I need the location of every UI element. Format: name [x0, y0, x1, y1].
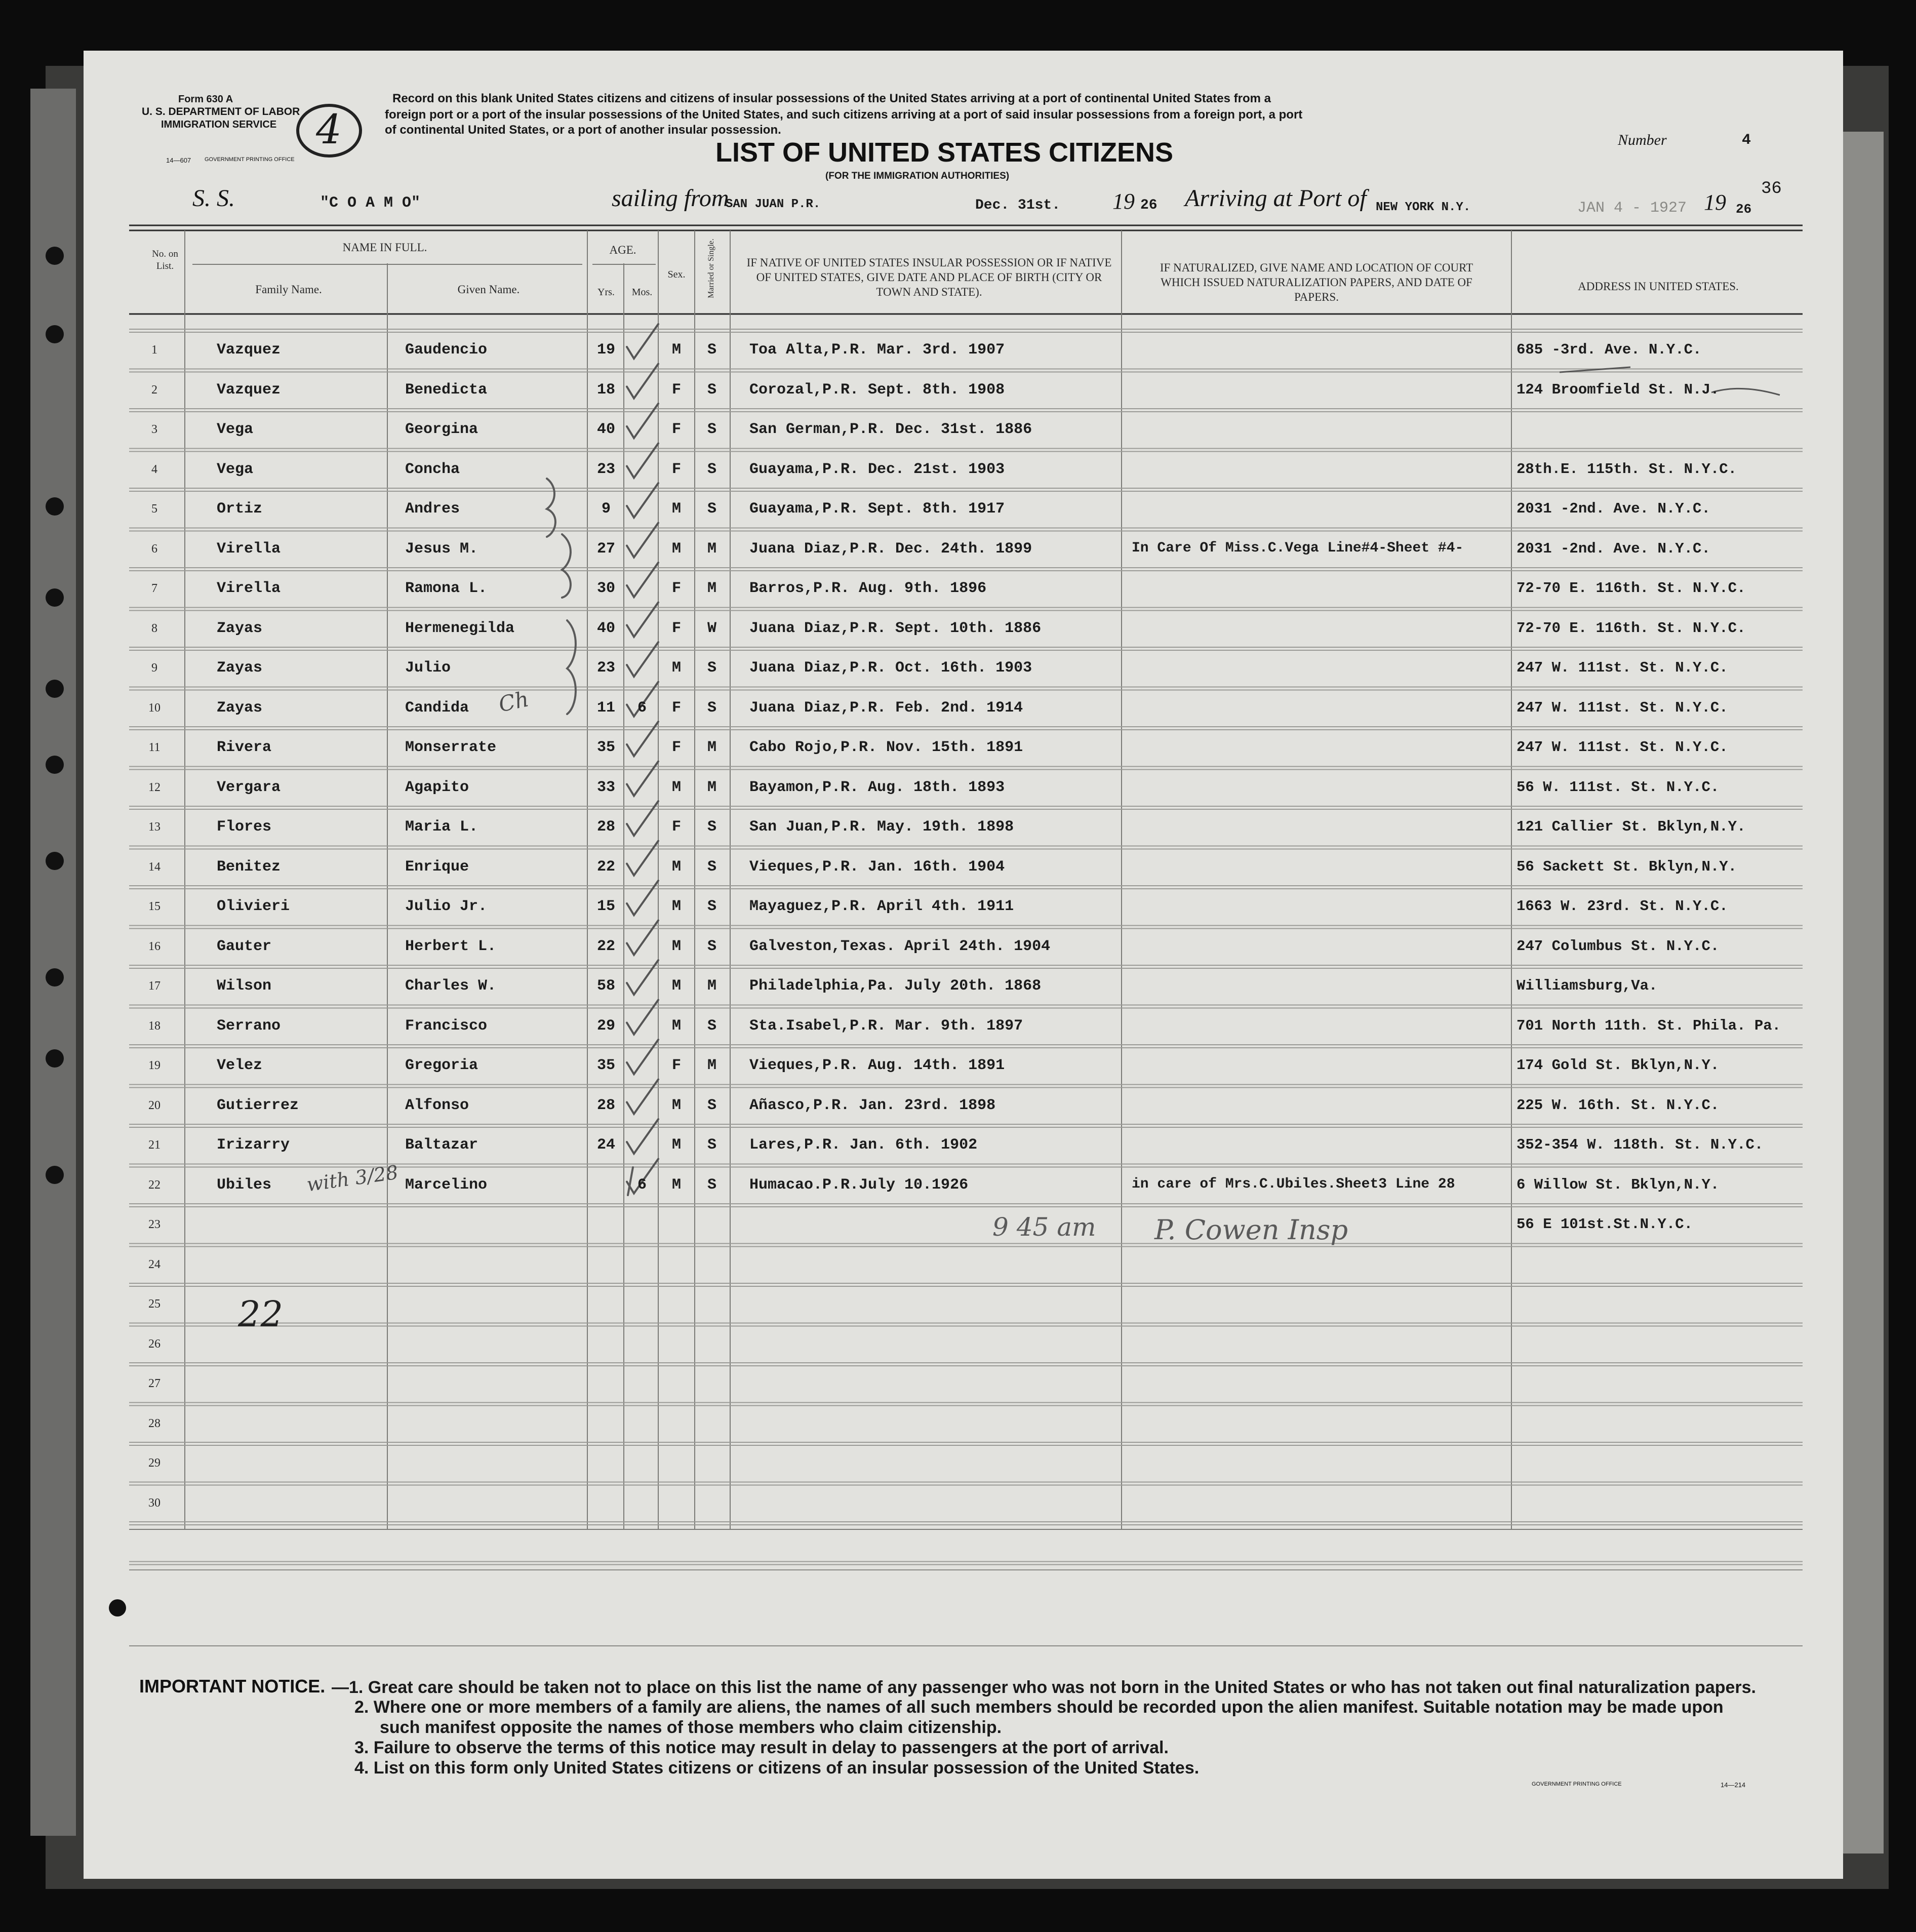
sailing-from: SAN JUAN P.R. — [726, 198, 821, 211]
sex-cell: F — [671, 580, 681, 597]
row-number: 23 — [148, 1218, 161, 1231]
birth-cell: Guayama,P.R. Dec. 21st. 1903 — [749, 460, 1005, 478]
birth-cell: San Juan,P.R. May. 19th. 1898 — [749, 818, 1014, 836]
address-cell: 174 Gold St. Bklyn,N.Y. — [1516, 1057, 1720, 1074]
row-number: 4 — [151, 462, 157, 476]
address-cell: 225 W. 16th. St. N.Y.C. — [1516, 1096, 1720, 1114]
address-cell: Williamsburg,Va. — [1516, 977, 1658, 994]
family-name-cell: Velez — [217, 1057, 263, 1074]
row-number: 21 — [148, 1138, 161, 1152]
birth-cell: Sta.Isabel,P.R. Mar. 9th. 1897 — [749, 1017, 1023, 1035]
row-number: 11 — [148, 741, 161, 754]
birth-cell: Toa Alta,P.R. Mar. 3rd. 1907 — [749, 341, 1005, 359]
naturalization-cell: In Care Of Miss.C.Vega Line#4-Sheet #4- — [1132, 540, 1464, 556]
family-name-cell: Vazquez — [217, 341, 281, 359]
departure-year: 26 — [1140, 198, 1157, 213]
row-number: 13 — [148, 820, 161, 834]
address-cell: 2031 -2nd. Ave. N.Y.C. — [1516, 540, 1710, 557]
birth-cell: Philadelphia,Pa. July 20th. 1868 — [749, 977, 1042, 995]
printing-code-top: 14—607 — [166, 156, 191, 164]
given-name-cell: Francisco — [405, 1017, 488, 1035]
row-number: 16 — [148, 939, 161, 953]
given-name-cell: Marcelino — [405, 1176, 488, 1194]
row-number: 15 — [148, 900, 161, 913]
row-number: 30 — [148, 1496, 161, 1510]
birth-cell: Galveston,Texas. April 24th. 1904 — [749, 937, 1051, 955]
address-cell: 247 Columbus St. N.Y.C. — [1516, 937, 1720, 955]
family-name-cell: Vazquez — [217, 381, 281, 399]
col-birth: IF NATIVE OF UNITED STATES INSULAR POSSESSION OR IF NATIVE OF UNITED STATES, GIVE DATE AND PLACE OF BIRTH (CITY OR TOWN AND STATE). — [746, 256, 1112, 298]
age-years-cell: 35 — [596, 1057, 615, 1074]
number-label: Number — [1618, 132, 1667, 148]
row-number: 19 — [148, 1059, 161, 1072]
birth-cell: Cabo Rojo,P.R. Nov. 15th. 1891 — [749, 739, 1023, 756]
family-name-cell: Ubiles — [217, 1176, 272, 1194]
instruction-line-3: of continental United States, or a port of another insular possession. — [385, 123, 781, 137]
birth-cell: Lares,P.R. Jan. 6th. 1902 — [749, 1136, 978, 1154]
given-name-cell: Candida — [405, 699, 469, 717]
col-given-name: Given Name. — [457, 283, 520, 296]
age-months-cell: 6 — [637, 1176, 647, 1194]
arrival-year: 26 — [1736, 202, 1752, 217]
birth-cell: Añasco,P.R. Jan. 23rd. 1898 — [749, 1096, 996, 1114]
given-name-cell: Ramona L. — [405, 580, 488, 597]
family-name-cell: Virella — [217, 540, 281, 558]
given-name-cell: Concha — [405, 460, 460, 478]
marital-status-cell: S — [707, 460, 716, 478]
marital-status-cell: S — [707, 858, 716, 876]
age-years-cell: 19 — [596, 341, 615, 359]
marital-status-cell: S — [707, 659, 716, 677]
age-years-cell: 29 — [596, 1017, 615, 1035]
naturalization-cell: in care of Mrs.C.Ubiles.Sheet3 Line 28 — [1132, 1176, 1455, 1192]
printing-office-top: GOVERNMENT PRINTING OFFICE — [205, 156, 295, 163]
arrival-year-prefix: 19 — [1704, 190, 1726, 215]
row-number: 20 — [148, 1098, 161, 1112]
address-cell: 247 W. 111st. St. N.Y.C. — [1516, 699, 1728, 716]
row-number: 22 — [148, 1178, 161, 1192]
age-years-cell: 28 — [596, 818, 615, 836]
sex-cell: F — [671, 381, 681, 399]
notice-item-2: 2. Where one or more members of a family are aliens, the names of all such members should be recorded upon the alien manifest. Suitable notation may be made upon — [354, 1698, 1724, 1717]
marital-status-cell: M — [707, 778, 716, 796]
age-years-cell: 28 — [596, 1096, 615, 1114]
family-name-cell: Vergara — [217, 778, 281, 796]
service-label: IMMIGRATION SERVICE — [161, 119, 277, 130]
address-cell: 72-70 E. 116th. St. N.Y.C. — [1516, 619, 1746, 637]
sex-cell: M — [671, 500, 681, 518]
sex-cell: M — [671, 1096, 681, 1114]
address-cell: 1663 W. 23rd. St. N.Y.C. — [1516, 898, 1728, 915]
row-number: 26 — [148, 1337, 161, 1351]
col-name-in-full: NAME IN FULL. — [342, 241, 427, 254]
page-number: 36 — [1761, 179, 1782, 199]
family-name-cell: Vega — [217, 460, 254, 478]
family-name-cell: Benitez — [217, 858, 281, 876]
address-cell: 2031 -2nd. Ave. N.Y.C. — [1516, 500, 1710, 517]
age-years-cell: 23 — [596, 659, 615, 677]
given-name-cell: Jesus M. — [405, 540, 478, 558]
address-cell: 72-70 E. 116th. St. N.Y.C. — [1516, 580, 1746, 597]
printing-office-bottom: GOVERNMENT PRINTING OFFICE — [1532, 1781, 1622, 1787]
marital-status-cell: S — [707, 1096, 716, 1114]
marital-status-cell: M — [707, 580, 716, 597]
given-name-cell: Maria L. — [405, 818, 478, 836]
row-number: 6 — [151, 542, 157, 556]
row-number: 29 — [148, 1456, 161, 1470]
sex-cell: M — [671, 1017, 681, 1035]
address-cell: 247 W. 111st. St. N.Y.C. — [1516, 739, 1728, 756]
given-name-cell: Benedicta — [405, 381, 488, 399]
marital-status-cell: S — [707, 1136, 716, 1154]
birth-cell: Barros,P.R. Aug. 9th. 1896 — [749, 580, 987, 597]
col-no-on-list: No. on List. — [152, 249, 178, 271]
marital-status-cell: S — [707, 1017, 716, 1035]
age-years-cell: 9 — [601, 500, 611, 518]
sex-cell: M — [671, 937, 681, 955]
ship-name: "C O A M O" — [320, 194, 421, 212]
family-name-cell: Vega — [217, 421, 254, 438]
family-name-cell: Virella — [217, 580, 281, 597]
age-years-cell: 27 — [596, 540, 615, 558]
address-cell: 121 Callier St. Bklyn,N.Y. — [1516, 818, 1746, 835]
marital-status-cell: S — [707, 1176, 716, 1194]
given-name-cell: Julio Jr. — [405, 898, 488, 915]
address-cell: 685 -3rd. Ave. N.Y.C. — [1516, 341, 1702, 358]
marital-status-cell: S — [707, 937, 716, 955]
marital-status-cell: M — [707, 1057, 716, 1074]
arrival-port: NEW YORK N.Y. — [1376, 201, 1471, 214]
row-number: 5 — [151, 502, 157, 516]
given-name-cell: Herbert L. — [405, 937, 497, 955]
row-number: 10 — [148, 701, 161, 715]
address-cell: 6 Willow St. Bklyn,N.Y. — [1516, 1176, 1720, 1193]
age-years-cell: 40 — [596, 619, 615, 637]
number-value: 4 — [1742, 132, 1751, 149]
row-number: 2 — [151, 383, 157, 397]
address-cell: 701 North 11th. St. Phila. Pa. — [1516, 1017, 1781, 1034]
col-age: AGE. — [609, 244, 636, 256]
sex-cell: F — [671, 699, 681, 717]
given-name-cell: Enrique — [405, 858, 469, 876]
sex-cell: F — [671, 619, 681, 637]
instruction-line-2: foreign port or a port of the insular possessions of the United States, and such citizens arriving at a port of said insular possessions from a foreign port, a port — [385, 108, 1303, 122]
sex-cell: F — [671, 1057, 681, 1074]
col-sex: Sex. — [667, 269, 686, 280]
col-naturalized: IF NATURALIZED, GIVE NAME AND LOCATION OF COURT WHICH ISSUED NATURALIZATION PAPERS, AND DATE OF PAPERS. — [1160, 261, 1473, 303]
birth-cell: Juana Diaz,P.R. Sept. 10th. 1886 — [749, 619, 1042, 637]
age-years-cell: 40 — [596, 421, 615, 438]
instruction-line-1: Record on this blank United States citizens and citizens of insular possessions of the United States arriving at a port of continental United States from a — [392, 92, 1271, 105]
row-number: 9 — [151, 661, 157, 675]
sex-cell: F — [671, 818, 681, 836]
handwritten-count: 22 — [238, 1293, 284, 1335]
notice-item-3: 3. Failure to observe the terms of this notice may result in delay to passengers at the port of arrival. — [354, 1738, 1169, 1757]
notice-item-2-cont: such manifest opposite the names of those members who claim citizenship. — [380, 1718, 1002, 1737]
row-number: 7 — [151, 582, 157, 595]
departure-year-prefix: 19 — [1112, 189, 1135, 214]
family-name-cell: Zayas — [217, 619, 263, 637]
sheet-number-circled: 4 — [316, 106, 342, 153]
sex-cell: M — [671, 540, 681, 558]
sex-cell: M — [671, 659, 681, 677]
birth-cell: Vieques,P.R. Aug. 14th. 1891 — [749, 1057, 1005, 1074]
sex-cell: F — [671, 460, 681, 478]
marital-status-cell: S — [707, 381, 716, 399]
age-years-cell: 22 — [596, 937, 615, 955]
address-cell: 56 E 101st.St.N.Y.C. — [1516, 1216, 1693, 1233]
age-months-cell: 6 — [637, 699, 647, 717]
address-cell: 28th.E. 115th. St. N.Y.C. — [1516, 460, 1737, 478]
family-name-cell: Olivieri — [217, 898, 290, 915]
family-name-cell: Gauter — [217, 937, 272, 955]
sailing-label: sailing from — [612, 185, 729, 212]
address-cell: 247 W. 111st. St. N.Y.C. — [1516, 659, 1728, 676]
given-name-cell: Agapito — [405, 778, 469, 796]
address-cell: 56 Sackett St. Bklyn,N.Y. — [1516, 858, 1737, 875]
age-years-cell: 15 — [596, 898, 615, 915]
age-years-cell: 35 — [596, 739, 615, 756]
address-cell: 56 W. 111st. St. N.Y.C. — [1516, 778, 1720, 796]
given-name-cell: Andres — [405, 500, 460, 518]
birth-cell: Juana Diaz,P.R. Feb. 2nd. 1914 — [749, 699, 1023, 717]
row-number: 17 — [148, 979, 161, 993]
sex-cell: M — [671, 778, 681, 796]
age-years-cell: 30 — [596, 580, 615, 597]
arrival-stamp: JAN 4 - 1927 — [1577, 200, 1687, 217]
row-number: 27 — [148, 1377, 161, 1390]
row-number: 1 — [151, 343, 157, 357]
family-name-cell: Flores — [217, 818, 272, 836]
row-number: 28 — [148, 1416, 161, 1430]
notice-item-4: 4. List on this form only United States citizens or citizens of an insular possession of the United States. — [354, 1758, 1200, 1778]
family-name-cell: Wilson — [217, 977, 272, 995]
marital-status-cell: S — [707, 699, 716, 717]
marital-status-cell: S — [707, 421, 716, 438]
age-years-cell: 11 — [596, 699, 615, 717]
marital-status-cell: M — [707, 739, 716, 756]
sex-cell: M — [671, 1176, 681, 1194]
handwritten-time-note: 9 45 am — [992, 1212, 1096, 1242]
birth-cell: Juana Diaz,P.R. Oct. 16th. 1903 — [749, 659, 1032, 677]
form-number: Form 630 A — [178, 94, 233, 105]
ss-label: S. S. — [192, 185, 235, 212]
sex-cell: M — [671, 977, 681, 995]
given-name-cell: Charles W. — [405, 977, 497, 995]
row-number: 25 — [148, 1297, 161, 1311]
birth-cell: Vieques,P.R. Jan. 16th. 1904 — [749, 858, 1005, 876]
given-name-cell: Gaudencio — [405, 341, 488, 359]
given-name-cell: Gregoria — [405, 1057, 478, 1074]
birth-cell: San German,P.R. Dec. 31st. 1886 — [749, 421, 1032, 438]
row-number: 18 — [148, 1019, 161, 1033]
row-number: 3 — [151, 423, 157, 436]
address-cell: 352-354 W. 118th. St. N.Y.C. — [1516, 1136, 1764, 1153]
page-title: LIST OF UNITED STATES CITIZENS — [715, 137, 1173, 168]
given-name-cell: Hermenegilda — [405, 619, 515, 637]
family-name-cell: Zayas — [217, 699, 263, 717]
handwritten-inspector-note: P. Cowen Insp — [1154, 1214, 1348, 1246]
marital-status-cell: S — [707, 898, 716, 915]
sex-cell: M — [671, 1136, 681, 1154]
col-family-name: Family Name. — [255, 283, 322, 296]
given-name-cell: Monserrate — [405, 739, 497, 756]
birth-cell: Bayamon,P.R. Aug. 18th. 1893 — [749, 778, 1005, 796]
row-number: 8 — [151, 621, 157, 635]
given-name-cell: Georgina — [405, 421, 478, 438]
page-subtitle: (FOR THE IMMIGRATION AUTHORITIES) — [825, 171, 1010, 181]
sex-cell: M — [671, 858, 681, 876]
department-label: U. S. DEPARTMENT OF LABOR — [142, 106, 300, 117]
birth-cell: Humacao.P.R.July 10.1926 — [749, 1176, 969, 1194]
birth-cell: Mayaguez,P.R. April 4th. 1911 — [749, 898, 1014, 915]
departure-date: Dec. 31st. — [975, 198, 1061, 213]
birth-cell: Corozal,P.R. Sept. 8th. 1908 — [749, 381, 1005, 399]
handwritten-ch-note: Ch — [496, 686, 531, 717]
sex-cell: M — [671, 898, 681, 915]
marital-status-cell: W — [707, 619, 716, 637]
age-years-cell: 23 — [596, 460, 615, 478]
printing-code-bottom: 14—214 — [1721, 1781, 1746, 1789]
sex-cell: M — [671, 341, 681, 359]
birth-cell: Guayama,P.R. Sept. 8th. 1917 — [749, 500, 1005, 518]
marital-status-cell: S — [707, 818, 716, 836]
age-years-cell: 18 — [596, 381, 615, 399]
given-name-cell: Baltazar — [405, 1136, 478, 1154]
notice-item-1: —1. Great care should be taken not to place on this list the name of any passenger who was not born in the United States or who has not taken out final naturalization papers. — [332, 1678, 1757, 1697]
family-name-cell: Ortiz — [217, 500, 263, 518]
handwritten-with-note: with 3/28 — [305, 1161, 400, 1196]
row-number: 14 — [148, 860, 161, 874]
family-name-cell: Serrano — [217, 1017, 281, 1035]
row-number: 24 — [148, 1257, 161, 1271]
family-name-cell: Rivera — [217, 739, 272, 756]
family-name-cell: Gutierrez — [217, 1096, 299, 1114]
marital-status-cell: S — [707, 341, 716, 359]
sex-cell: F — [671, 421, 681, 438]
col-yrs: Yrs. — [597, 287, 615, 298]
birth-cell: Juana Diaz,P.R. Dec. 24th. 1899 — [749, 540, 1032, 558]
family-name-cell: Zayas — [217, 659, 263, 677]
col-mos: Mos. — [631, 287, 653, 298]
notice-heading: IMPORTANT NOTICE. — [139, 1676, 326, 1697]
row-number: 12 — [148, 780, 161, 794]
age-years-cell: 58 — [596, 977, 615, 995]
family-name-cell: Irizarry — [217, 1136, 290, 1154]
col-married-single: Married or Single. — [707, 239, 715, 298]
age-years-cell: 24 — [596, 1136, 615, 1154]
address-cell: 124 Broomfield St. N.J. — [1516, 381, 1720, 398]
sex-cell: F — [671, 739, 681, 756]
col-address: ADDRESS IN UNITED STATES. — [1578, 280, 1739, 293]
arriving-label: Arriving at Port of — [1185, 185, 1367, 212]
marital-status-cell: S — [707, 500, 716, 518]
given-name-cell: Julio — [405, 659, 451, 677]
age-years-cell: 22 — [596, 858, 615, 876]
marital-status-cell: M — [707, 977, 716, 995]
age-years-cell: 33 — [596, 778, 615, 796]
marital-status-cell: M — [707, 540, 716, 558]
given-name-cell: Alfonso — [405, 1096, 469, 1114]
